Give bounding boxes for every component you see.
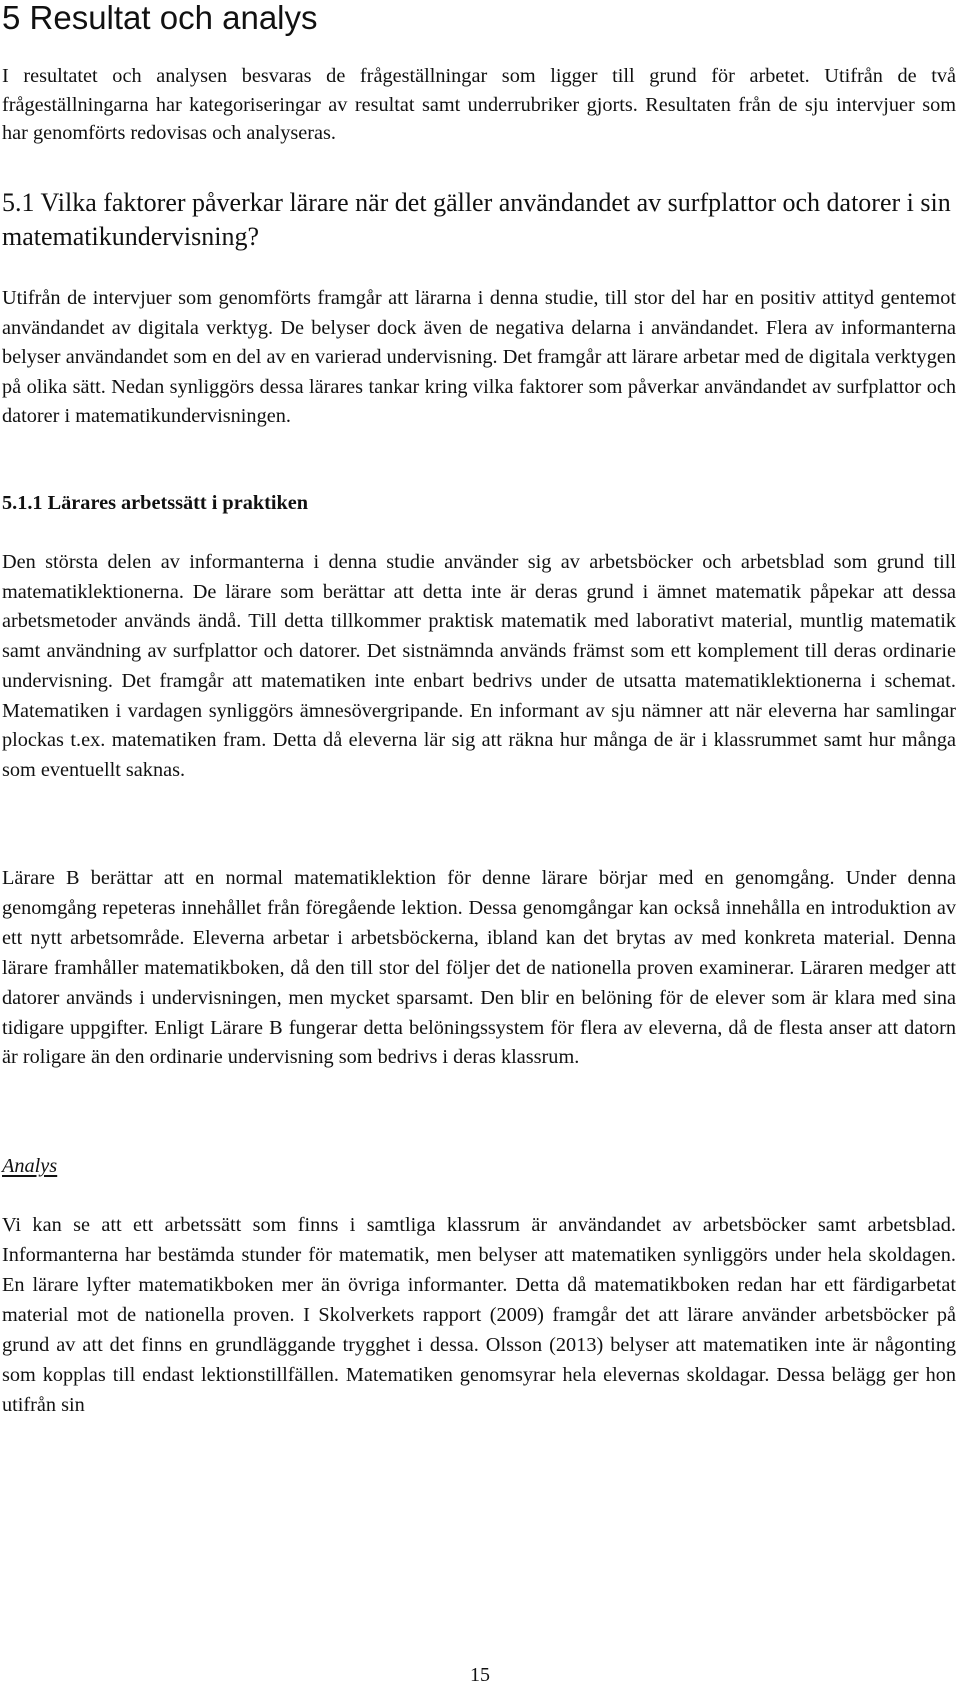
page-number: 15: [470, 1664, 490, 1686]
section-heading: 5.1 Vilka faktorer påverkar lärare när det gäller användandet av surfplattor och datorer i sin matematikundervisning?: [2, 188, 951, 251]
analys-paragraph: Vi kan se att ett arbetssätt som finns i samtliga klassrum är användandet av arbetsböcker samt arbetsblad. Informanterna har bestämda stunder för matematik, men belyser att matematiken synliggörs under hela skoldagen. En lärare lyfter matematikboken mer än övriga informanter. Detta då matematikboken redan har ett färdigarbetat material mot de nationella proven. I Skolverkets rapport (2009) framgår det att lärare använder arbetsböcker på grund av att det finns en grundläggande trygghet i dessa. Olsson (2013) belyser att matematiken inte är någonting som kopplas till endast lektionstillfällen. Matematiken genomsyrar hela elevernas skoldagar. Dessa belägg ger hon utifrån sin: [2, 1214, 956, 1416]
subsection-paragraph-1: Den största delen av informanterna i denna studie använder sig av arbetsböcker och arbetsblad som grund till matematiklektionerna. De lärare som berättar att detta inte är deras grund i ämnet matematik påpekar att dessa arbetsmetoder används ändå. Till detta tillkommer praktisk matematik med laborativt material, muntlig matematik samt användning av surfplattor och datorer. Det sistnämnda används främst som ett komplement till deras ordinarie undervisning. Det framgår att matematiken inte enbart bedrivs under de utsatta matematiklektionerna i schemat. Matematiken i vardagen synliggörs ämnesövergripande. En informant av sju nämner att när eleverna har samlingar plockas t.ex. matematiken fram. Detta då eleverna lär sig att räkna hur många de är i klassrummet samt hur många som eventuellt saknas.: [2, 551, 956, 781]
subsection-heading: 5.1.1 Lärares arbetssätt i praktiken: [2, 492, 309, 514]
analys-heading: Analys: [2, 1155, 58, 1177]
intro-paragraph: I resultatet och analysen besvaras de frågeställningar som ligger till grund för arbetet. Utifrån de två frågeställningarna har kategoriseringar av resultat samt underrubriker gjorts. Resultaten från de sju intervjuer som har genomförts redovisas och analyseras.: [2, 65, 956, 144]
chapter-heading: 5 Resultat och analys: [2, 0, 318, 36]
subsection-paragraph-2: Lärare B berättar att en normal matematiklektion för denne lärare börjar med en genomgång. Under denna genomgång repeteras innehållet från föregående lektion. Dessa genomgångar kan också innehålla en introduktion av ett nytt arbetsområde. Eleverna arbetar i arbetsböckerna, ibland kan det brytas av med konkreta material. Denna lärare framhåller matematikboken, då den till stor del följer det de nationella proven examinerar. Läraren medger att datorer används i undervisningen, men mycket sparsamt. Den blir en belöning för de elever som är klara med sina tidigare uppgifter. Enligt Lärare B fungerar detta belöningssystem för flera av eleverna, då de flesta anser att datorn är roligare än den ordinarie undervisning som bedrivs i deras klassrum.: [2, 867, 956, 1069]
section-paragraph: Utifrån de intervjuer som genomförts framgår att lärarna i denna studie, till stor del har en positiv attityd gentemot användandet av digitala verktyg. De belyser dock även de negativa delarna i användandet. Flera av informanterna belyser användandet som en del av en varierad undervisning. Det framgår att lärare arbetar med de digitala verktygen på olika sätt. Nedan synliggörs dessa lärares tankar kring vilka faktorer som påverkar användandet av surfplattor och datorer i matematikundervisningen.: [2, 287, 956, 428]
